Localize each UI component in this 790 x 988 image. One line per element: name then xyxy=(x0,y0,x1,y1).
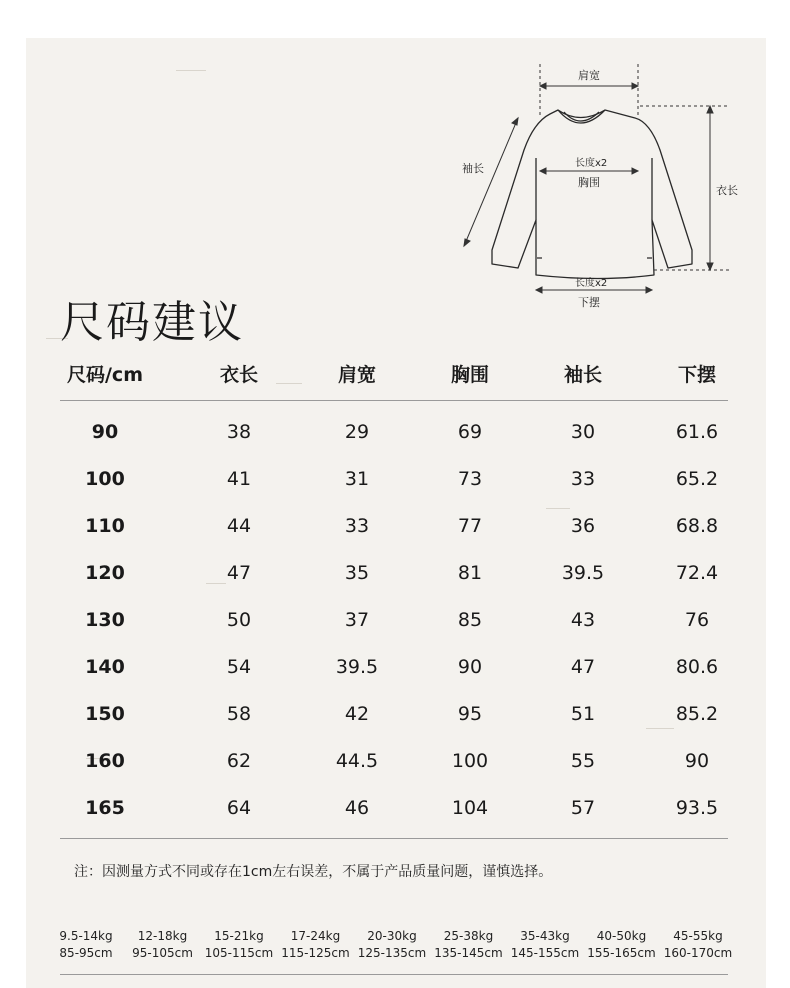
reference-weight: 15-21kg xyxy=(214,929,264,943)
measure-cell: 95 xyxy=(457,703,483,725)
measure-cell: 42 xyxy=(344,703,370,725)
measure-cell: 61.6 xyxy=(675,421,719,443)
reference-weight: 12-18kg xyxy=(137,929,188,943)
measure-cell: 55 xyxy=(570,750,596,772)
shoulder-width-label: 肩宽 xyxy=(578,69,600,82)
table-header xyxy=(60,352,728,392)
reference-weight: 17-24kg xyxy=(290,929,341,943)
size-cell: 120 xyxy=(85,562,125,584)
reference-weight: 45-55kg xyxy=(673,929,723,943)
measure-cell: 39.5 xyxy=(335,656,379,678)
reference-weight: 40-50kg xyxy=(596,929,647,943)
reference-weight: 25-38kg xyxy=(443,929,494,943)
measure-cell: 68.8 xyxy=(675,515,719,537)
garment-measurement-diagram xyxy=(440,50,770,320)
measure-cell: 85.2 xyxy=(675,703,719,725)
size-cell: 100 xyxy=(85,468,125,490)
measure-cell: 73 xyxy=(457,468,483,490)
measure-cell: 77 xyxy=(457,515,483,537)
measure-cell: 33 xyxy=(344,515,370,537)
table-top-rule xyxy=(60,400,728,401)
measure-cell: 76 xyxy=(684,609,710,631)
reference-height: 85-95cm xyxy=(59,946,113,960)
measure-cell: 35 xyxy=(344,562,370,584)
measure-cell: 90 xyxy=(684,750,710,772)
size-cell: 110 xyxy=(85,515,125,537)
measure-cell: 69 xyxy=(457,421,483,443)
measure-cell: 31 xyxy=(344,468,370,490)
measure-cell: 30 xyxy=(570,421,596,443)
measure-cell: 38 xyxy=(226,421,252,443)
paper-fleck xyxy=(176,70,206,71)
measure-cell: 47 xyxy=(226,562,252,584)
measure-cell: 104 xyxy=(451,797,489,819)
measure-cell: 47 xyxy=(570,656,596,678)
header-shoulder: 肩宽 xyxy=(337,364,377,386)
page-title: 尺码建议 xyxy=(60,297,244,348)
reference-height: 125-135cm xyxy=(357,946,427,960)
reference-height: 135-145cm xyxy=(434,946,503,960)
measure-cell: 57 xyxy=(570,797,596,819)
measure-cell: 36 xyxy=(570,515,596,537)
measure-cell: 80.6 xyxy=(675,656,719,678)
size-cell: 130 xyxy=(85,609,125,631)
table-bottom-rule xyxy=(60,838,728,839)
reference-height: 155-165cm xyxy=(587,946,656,960)
measurement-note: 注：因测量方式不同或存在1cm左右误差，不属于产品质量问题，谨慎选择。 xyxy=(74,864,553,880)
hem-label: 下摆 xyxy=(578,296,600,309)
measure-cell: 64 xyxy=(226,797,252,819)
reference-weight: 9.5-14kg xyxy=(59,929,113,943)
header-hem: 下摆 xyxy=(677,364,717,386)
measure-cell: 93.5 xyxy=(675,797,719,819)
measure-cell: 100 xyxy=(451,750,489,772)
reference-height: 160-170cm xyxy=(663,946,733,960)
reference-bottom-rule xyxy=(60,974,728,975)
table-row xyxy=(60,738,728,785)
measure-cell: 44.5 xyxy=(335,750,379,772)
header-body-length: 衣长 xyxy=(219,364,259,386)
chest-multiplier-label: 长度x2 xyxy=(575,158,608,169)
measure-cell: 58 xyxy=(226,703,252,725)
reference-item xyxy=(511,928,579,962)
measure-cell: 51 xyxy=(570,703,596,725)
measure-cell: 90 xyxy=(457,656,483,678)
reference-item xyxy=(587,928,655,962)
reference-item xyxy=(59,928,112,962)
measure-cell: 43 xyxy=(570,609,596,631)
body-length-label: 衣长 xyxy=(716,184,738,197)
reference-height: 105-115cm xyxy=(204,946,274,960)
size-cell: 90 xyxy=(91,421,119,443)
measure-cell: 33 xyxy=(570,468,596,490)
reference-height: 145-155cm xyxy=(510,946,580,960)
measure-cell: 85 xyxy=(457,609,483,631)
table-row xyxy=(60,503,728,550)
measure-cell: 62 xyxy=(226,750,252,772)
size-reference-strip xyxy=(48,928,748,968)
reference-height: 115-125cm xyxy=(281,946,350,960)
sleeve-length-label: 袖长 xyxy=(462,162,484,175)
reference-item xyxy=(664,928,732,962)
size-cell: 160 xyxy=(85,750,125,772)
size-cell: 150 xyxy=(85,703,125,725)
size-cell: 165 xyxy=(85,797,125,819)
measure-cell: 65.2 xyxy=(675,468,719,490)
reference-weight: 20-30kg xyxy=(367,929,417,943)
table-row xyxy=(60,456,728,503)
chest-label: 胸围 xyxy=(578,176,600,189)
reference-item xyxy=(358,928,426,962)
table-row xyxy=(60,409,728,456)
measure-cell: 44 xyxy=(226,515,252,537)
table-row xyxy=(60,691,728,738)
size-cell: 140 xyxy=(85,656,125,678)
measure-cell: 54 xyxy=(226,656,252,678)
measure-cell: 81 xyxy=(457,562,483,584)
table-row xyxy=(60,644,728,691)
measure-cell: 46 xyxy=(344,797,370,819)
table-row xyxy=(60,785,728,832)
table-row xyxy=(60,597,728,644)
table-row xyxy=(60,550,728,597)
reference-item xyxy=(281,928,349,962)
measure-cell: 39.5 xyxy=(561,562,605,584)
header-sleeve: 袖长 xyxy=(563,364,603,386)
header-chest: 胸围 xyxy=(450,364,490,386)
reference-weight: 35-43kg xyxy=(520,929,570,943)
reference-height: 95-105cm xyxy=(132,946,193,960)
header-size: 尺码/cm xyxy=(66,364,144,386)
measure-cell: 41 xyxy=(226,468,252,490)
measure-cell: 50 xyxy=(226,609,252,631)
measure-cell: 37 xyxy=(344,609,370,631)
reference-item xyxy=(434,928,502,962)
reference-item xyxy=(132,928,193,962)
measure-cell: 72.4 xyxy=(675,562,719,584)
hem-multiplier-label: 长度x2 xyxy=(575,278,608,289)
measure-cell: 29 xyxy=(344,421,370,443)
reference-item xyxy=(205,928,273,962)
